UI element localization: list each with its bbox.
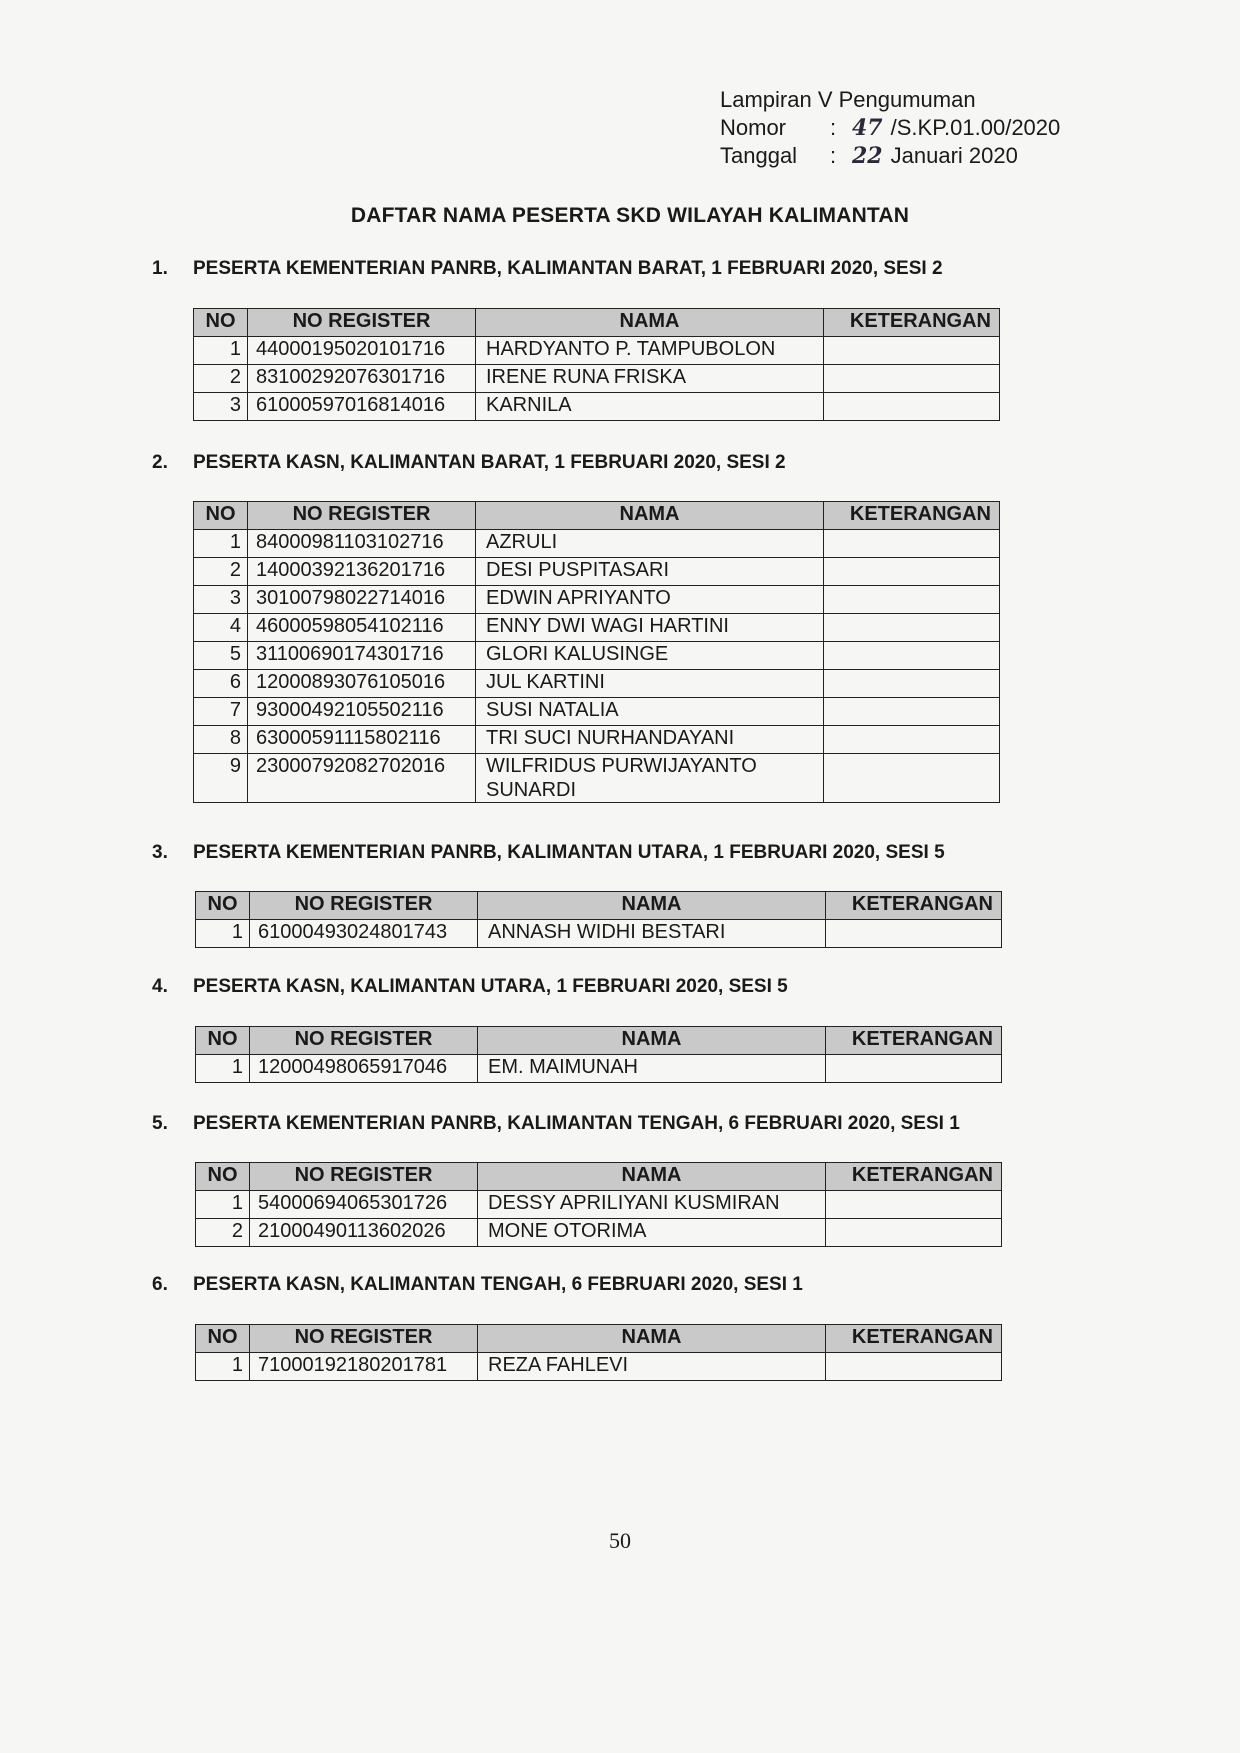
col-header-register: NO REGISTER [250, 1163, 478, 1191]
cell-keterangan [826, 1219, 1002, 1247]
section-number: 4. [152, 976, 168, 997]
header-line-lampiran [720, 86, 1060, 114]
cell-no: 4 [194, 614, 248, 642]
section-heading [152, 1274, 803, 1296]
col-header-no: NO [194, 309, 248, 337]
section-heading [152, 842, 945, 864]
table-row [194, 337, 1000, 365]
table-row [194, 754, 1000, 803]
col-header-register: NO REGISTER [248, 502, 476, 530]
col-header-keterangan: KETERANGAN [826, 1027, 1002, 1055]
table-row [194, 393, 1000, 421]
cell-keterangan [824, 642, 1000, 670]
cell-keterangan [824, 614, 1000, 642]
lampiran-text: Lampiran V Pengumuman [720, 87, 976, 112]
participant-table [195, 1026, 1002, 1083]
section-heading [152, 258, 943, 280]
cell-keterangan [824, 365, 1000, 393]
participant-table [195, 891, 1002, 948]
cell-register: 12000498065917046 [250, 1055, 478, 1083]
table-header-row [194, 502, 1000, 530]
cell-no: 7 [194, 698, 248, 726]
cell-keterangan [826, 1055, 1002, 1083]
cell-keterangan [824, 698, 1000, 726]
col-header-nama: NAMA [478, 892, 826, 920]
section-heading [152, 452, 786, 474]
cell-no: 8 [194, 726, 248, 754]
cell-register: 21000490113602026 [250, 1219, 478, 1247]
cell-nama: HARDYANTO P. TAMPUBOLON [476, 337, 824, 365]
participant-table [195, 1324, 1002, 1381]
cell-register: 93000492105502116 [248, 698, 476, 726]
tanggal-handwritten: 22 [852, 143, 883, 169]
section-heading [152, 976, 788, 998]
tanggal-value: Januari 2020 [890, 143, 1018, 168]
participant-table [193, 501, 1000, 803]
cell-keterangan [826, 920, 1002, 948]
nomor-value: /S.KP.01.00/2020 [890, 115, 1061, 140]
table-header-row [194, 309, 1000, 337]
cell-no: 2 [194, 558, 248, 586]
cell-nama: ENNY DWI WAGI HARTINI [476, 614, 824, 642]
cell-keterangan [824, 586, 1000, 614]
table-header-row [196, 1027, 1002, 1055]
cell-nama: AZRULI [476, 530, 824, 558]
cell-nama: EM. MAIMUNAH [478, 1055, 826, 1083]
cell-no: 3 [194, 586, 248, 614]
table-row [196, 1055, 1002, 1083]
cell-register: 46000598054102116 [248, 614, 476, 642]
cell-register: 61000493024801743 [250, 920, 478, 948]
tanggal-label: Tanggal [720, 143, 798, 168]
document-title: DAFTAR NAMA PESERTA SKD WILAYAH KALIMANTAN [350, 204, 910, 227]
cell-no: 1 [194, 337, 248, 365]
cell-register: 44000195020101716 [248, 337, 476, 365]
cell-nama: TRI SUCI NURHANDAYANI [476, 726, 824, 754]
cell-no: 9 [194, 754, 248, 803]
col-header-no: NO [196, 1325, 250, 1353]
section-number: 5. [152, 1113, 168, 1134]
cell-keterangan [824, 393, 1000, 421]
col-header-keterangan: KETERANGAN [824, 502, 1000, 530]
cell-nama: JUL KARTINI [476, 670, 824, 698]
cell-register: 71000192180201781 [250, 1353, 478, 1381]
cell-register: 23000792082702016 [248, 754, 476, 803]
cell-keterangan [824, 670, 1000, 698]
cell-nama: DESI PUSPITASARI [476, 558, 824, 586]
cell-nama: REZA FAHLEVI [478, 1353, 826, 1381]
section-title: PESERTA KASN, KALIMANTAN BARAT, 1 FEBRUARI 2020, SESI 2 [193, 452, 786, 473]
cell-keterangan [826, 1191, 1002, 1219]
cell-nama: SUSI NATALIA [476, 698, 824, 726]
cell-nama: GLORI KALUSINGE [476, 642, 824, 670]
cell-nama: ANNASH WIDHI BESTARI [478, 920, 826, 948]
col-header-keterangan: KETERANGAN [826, 1325, 1002, 1353]
table-header-row [196, 892, 1002, 920]
cell-keterangan [824, 726, 1000, 754]
cell-no: 1 [194, 530, 248, 558]
col-header-keterangan: KETERANGAN [826, 1163, 1002, 1191]
col-header-nama: NAMA [476, 309, 824, 337]
cell-register: 84000981103102716 [248, 530, 476, 558]
cell-register: 83100292076301716 [248, 365, 476, 393]
cell-no: 2 [194, 365, 248, 393]
col-header-register: NO REGISTER [248, 309, 476, 337]
table-header-row [196, 1163, 1002, 1191]
header-line-tanggal [720, 142, 1060, 170]
tanggal-colon: : [830, 143, 837, 168]
col-header-register: NO REGISTER [250, 1027, 478, 1055]
table-row [194, 530, 1000, 558]
col-header-no: NO [196, 1027, 250, 1055]
col-header-nama: NAMA [476, 502, 824, 530]
table-row [194, 642, 1000, 670]
cell-nama: EDWIN APRIYANTO [476, 586, 824, 614]
col-header-nama: NAMA [478, 1325, 826, 1353]
cell-register: 31100690174301716 [248, 642, 476, 670]
cell-no: 6 [194, 670, 248, 698]
table-row [194, 614, 1000, 642]
cell-no: 1 [196, 920, 250, 948]
table-row [194, 670, 1000, 698]
cell-no: 1 [196, 1191, 250, 1219]
cell-register: 30100798022714016 [248, 586, 476, 614]
cell-register: 54000694065301726 [250, 1191, 478, 1219]
section-title: PESERTA KEMENTERIAN PANRB, KALIMANTAN UTARA, 1 FEBRUARI 2020, SESI 5 [193, 842, 945, 863]
table-row [194, 726, 1000, 754]
section-number: 6. [152, 1274, 168, 1295]
cell-register: 61000597016814016 [248, 393, 476, 421]
col-header-no: NO [196, 1163, 250, 1191]
table-row [194, 586, 1000, 614]
col-header-register: NO REGISTER [250, 1325, 478, 1353]
cell-nama: KARNILA [476, 393, 824, 421]
cell-no: 2 [196, 1219, 250, 1247]
table-row [194, 365, 1000, 393]
section-title: PESERTA KASN, KALIMANTAN TENGAH, 6 FEBRUARI 2020, SESI 1 [193, 1274, 803, 1295]
table-row [196, 1353, 1002, 1381]
cell-keterangan [824, 337, 1000, 365]
cell-keterangan [824, 530, 1000, 558]
section-title: PESERTA KASN, KALIMANTAN UTARA, 1 FEBRUARI 2020, SESI 5 [193, 976, 788, 997]
section-heading [152, 1113, 960, 1135]
col-header-register: NO REGISTER [250, 892, 478, 920]
col-header-no: NO [194, 502, 248, 530]
header-line-nomor [720, 114, 1060, 142]
table-row [196, 1191, 1002, 1219]
table-row [194, 698, 1000, 726]
table-header-row [196, 1325, 1002, 1353]
cell-nama: DESSY APRILIYANI KUSMIRAN [478, 1191, 826, 1219]
cell-nama: IRENE RUNA FRISKA [476, 365, 824, 393]
section-number: 2. [152, 452, 168, 473]
cell-keterangan [824, 558, 1000, 586]
cell-no: 5 [194, 642, 248, 670]
col-header-keterangan: KETERANGAN [826, 892, 1002, 920]
participant-table [193, 308, 1000, 421]
cell-no: 1 [196, 1055, 250, 1083]
cell-register: 12000893076105016 [248, 670, 476, 698]
cell-nama: MONE OTORIMA [478, 1219, 826, 1247]
section-number: 3. [152, 842, 168, 863]
letter-header [720, 86, 1060, 170]
table-row [194, 558, 1000, 586]
cell-nama: WILFRIDUS PURWIJAYANTO SUNARDI [476, 754, 824, 803]
cell-keterangan [824, 754, 1000, 803]
cell-register: 14000392136201716 [248, 558, 476, 586]
page-number: 50 [609, 1528, 631, 1553]
table-row [196, 920, 1002, 948]
nomor-colon: : [830, 115, 837, 140]
section-title: PESERTA KEMENTERIAN PANRB, KALIMANTAN BARAT, 1 FEBRUARI 2020, SESI 2 [193, 258, 943, 279]
col-header-no: NO [196, 892, 250, 920]
participant-table [195, 1162, 1002, 1247]
col-header-keterangan: KETERANGAN [824, 309, 1000, 337]
table-row [196, 1219, 1002, 1247]
nomor-handwritten: 47 [852, 115, 883, 141]
section-title: PESERTA KEMENTERIAN PANRB, KALIMANTAN TENGAH, 6 FEBRUARI 2020, SESI 1 [193, 1113, 960, 1134]
cell-register: 63000591115802116 [248, 726, 476, 754]
section-number: 1. [152, 258, 168, 279]
col-header-nama: NAMA [478, 1163, 826, 1191]
cell-no: 1 [196, 1353, 250, 1381]
cell-keterangan [826, 1353, 1002, 1381]
nomor-label: Nomor [720, 115, 787, 140]
cell-no: 3 [194, 393, 248, 421]
col-header-nama: NAMA [478, 1027, 826, 1055]
